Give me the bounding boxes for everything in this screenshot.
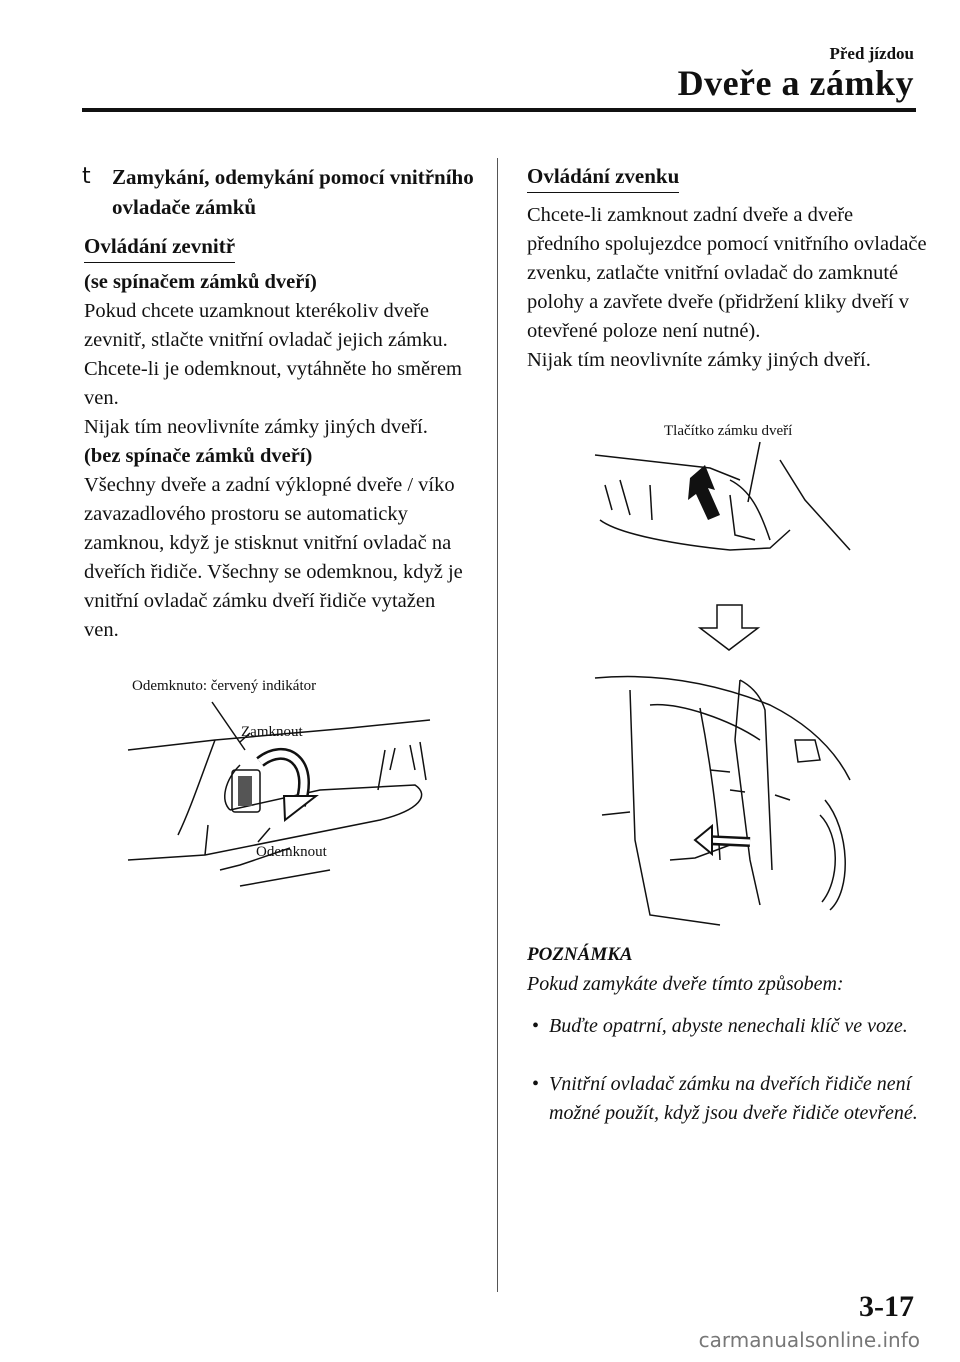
without-switch-title: (bez spínače zámků dveří) (84, 445, 313, 467)
unlock-text: Chcete-li je odemknout, vytáhněte ho směrem ven. (84, 358, 462, 409)
outside-no-effect-text: Nijak tím neovlivníte zámky jiných dveří. (527, 349, 871, 371)
no-effect-text: Nijak tím neovlivníte zámky jiných dveří. (84, 416, 428, 438)
watermark: carmanualsonline.info (698, 1328, 920, 1352)
with-switch-title: (se spínačem zámků dveří) (84, 271, 317, 293)
with-switch-text: Pokud chcete uzamknout kterékoliv dveře zevnitř, stlačte vnitřní ovladač jejich zámku. (84, 300, 448, 351)
right-subheading: Ovládání zvenku (527, 161, 679, 193)
left-body (84, 268, 484, 645)
page-number: 3-17 (859, 1290, 914, 1323)
note-intro: Pokud zamykáte dveře tímto způsobem: (527, 973, 844, 995)
header-rule (82, 108, 916, 112)
chapter-title: Dveře a zámky (677, 63, 914, 103)
without-switch-text: Všechny dveře a zadní výklopné dveře / víko zavazadlového prostoru se automaticky zamknou, když je stisknut vnitřní ovladač na dveřích řidiče. Všechny se odemknou, když je vnitřní ovladač zámku dveří řidiče vytažen ven. (84, 474, 463, 641)
note-item-text: Buďte opatrní, abyste nenechali klíč ve voze. (549, 1015, 908, 1037)
section-title: Před jízdou (829, 44, 914, 63)
note-bullet-icon: • (532, 1015, 540, 1037)
outside-lock-illustration (590, 440, 860, 930)
label-unlock: Odemknout (256, 844, 327, 860)
left-subheading: Ovládání zevnitř (84, 231, 235, 263)
note-item (532, 1012, 930, 1041)
right-body (527, 201, 927, 375)
note-title: POZNÁMKA (527, 944, 633, 965)
section-bullet-icon: t (82, 164, 91, 189)
label-unlocked-indicator: Odemknuto: červený indikátor (132, 678, 317, 694)
inside-lock-illustration (120, 670, 440, 900)
column-divider (497, 158, 498, 1292)
note-item (532, 1070, 930, 1128)
outside-text: Chcete-li zamknout zadní dveře a dveře předního spolujezdce pomocí vnitřního ovladače zvenku, zatlačte vnitřní ovladač do zamknuté polohy a zavřete dveře (přidržení kliky dveří v otevřené poloze není nutné). (527, 204, 927, 342)
label-lock: Zamknout (241, 724, 303, 740)
note-bullet-icon: • (532, 1073, 540, 1095)
label-lock-button: Tlačítko zámku dveří (664, 423, 793, 439)
note-item-text: Vnitřní ovladač zámku na dveřích řidiče není možné použít, když jsou dveře řidiče otevřené. (549, 1073, 918, 1124)
left-heading: Zamykání, odemykání pomocí vnitřního ovladače zámků (112, 165, 474, 219)
